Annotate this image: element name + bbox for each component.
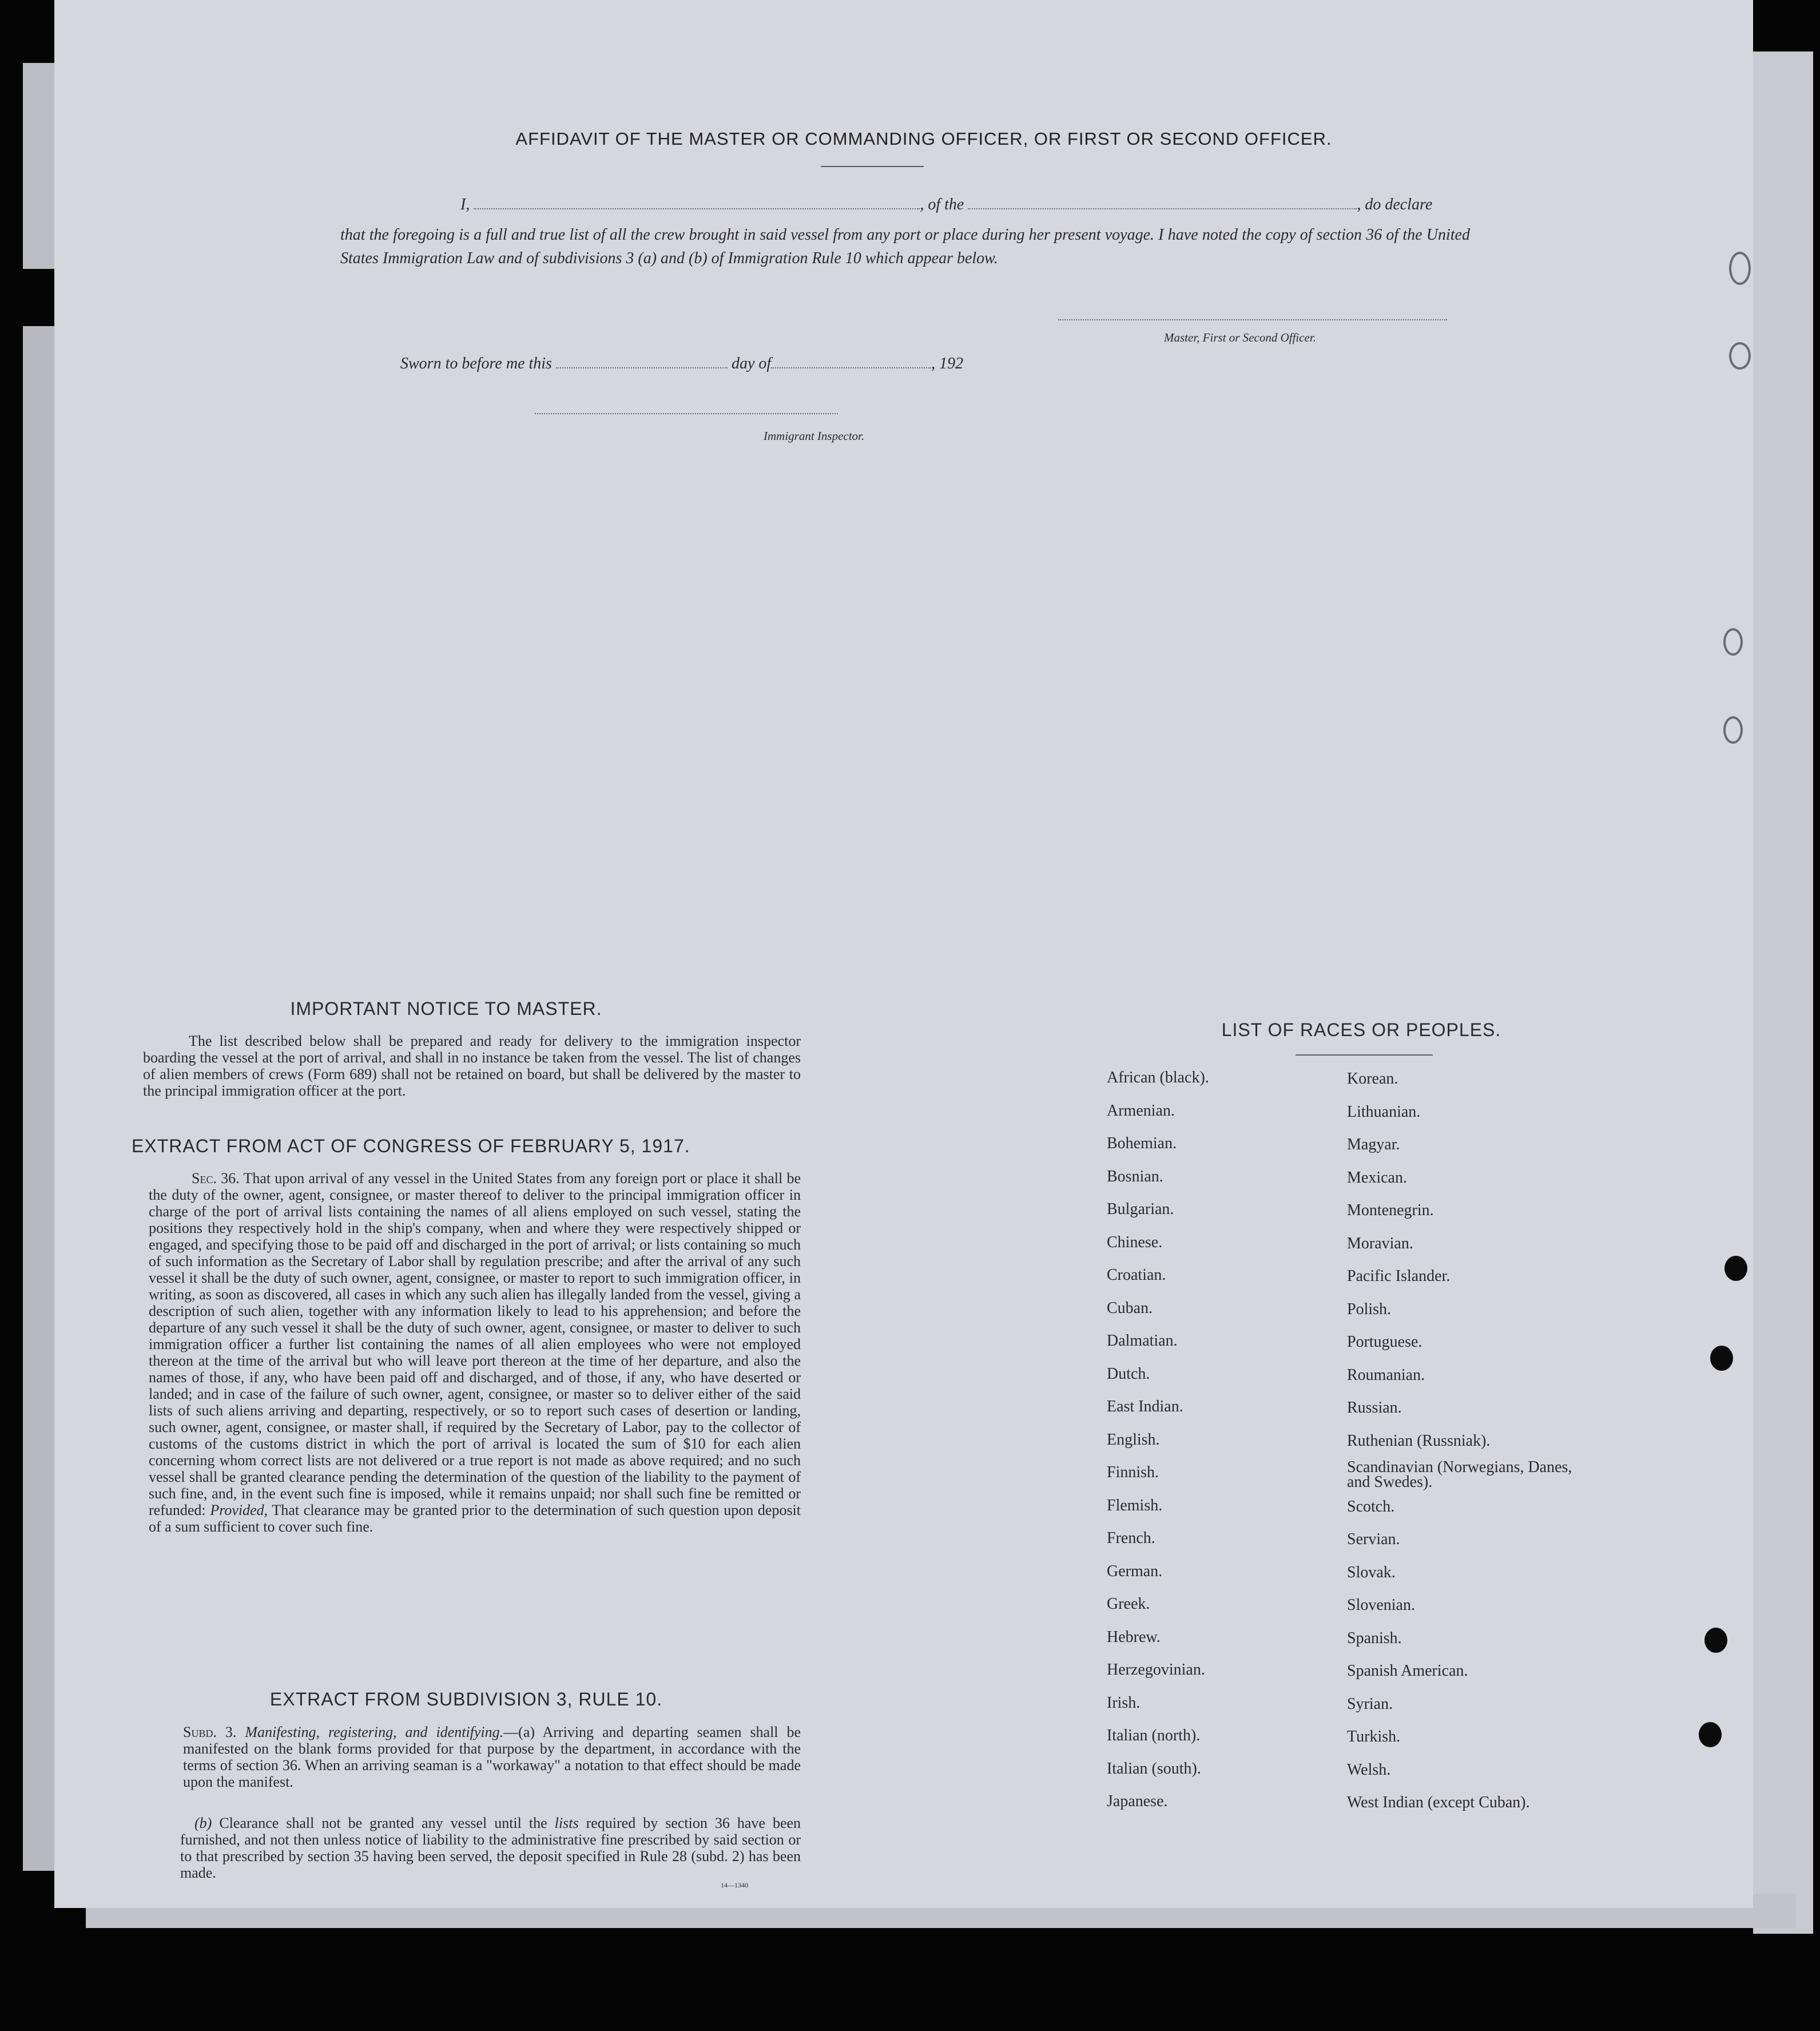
para-b-text1: Clearance shall not be granted any vessel until the [219,1815,547,1831]
race-item: Croatian. [1107,1266,1166,1284]
form-number: 14—1340 [721,1881,748,1889]
race-item: French. [1107,1529,1155,1547]
left-edge-strip [23,63,54,269]
binder-ring [1729,342,1751,370]
race-item: Italian (south). [1107,1759,1201,1778]
race-item: Bohemian. [1107,1134,1177,1152]
race-item: German. [1107,1562,1163,1580]
race-item: East Indian. [1107,1398,1183,1415]
affidavit-title-rule [821,166,924,167]
signature-line[interactable] [1058,319,1447,320]
races-title: LIST OF RACES OR PEOPLES. [1221,1020,1501,1040]
para-b-label: (b) [194,1815,212,1831]
affidavit-title: AFFIDAVIT OF THE MASTER OR COMMANDING OFFICER, OR FIRST OR SECOND OFFICER. [515,129,1332,149]
underlying-sheet [1753,51,1813,1934]
race-item: Greek. [1107,1595,1150,1613]
binder-hole [1724,1256,1747,1281]
race-item: Bosnian. [1107,1167,1163,1185]
inspector-signature-line[interactable] [535,413,838,414]
race-item: Turkish. [1347,1728,1401,1746]
affidavit-of-the: , of the [920,196,964,213]
left-edge-strip [23,326,54,1871]
race-item: Slovak. [1347,1563,1396,1581]
provided-word: Provided, [210,1502,268,1518]
race-item: Scotch. [1347,1497,1395,1516]
sworn-year: , 192 [931,355,964,372]
race-item: Italian (north). [1107,1727,1201,1744]
race-item: English. [1107,1430,1160,1449]
extract-rule-para-a [183,1724,801,1790]
race-item: Irish. [1107,1693,1141,1712]
inspector-label: Immigrant Inspector. [764,429,865,443]
race-item: Armenian. [1107,1101,1175,1120]
para-b-text2: required by section 36 have been furnished, and not then unless notice of liability to the administrative fine prescribed by said section or to that prescribed by section 35 having been served, the deposit specified in Rule 28 (subd. 2) has been made. [180,1815,801,1881]
race-item: Lithuanian. [1347,1102,1421,1121]
race-item: Ruthenian (Russniak). [1347,1431,1491,1450]
race-item: Scandinavian (Norwegians, Danes, and Swedes). [1347,1458,1572,1491]
sworn-month-field[interactable] [771,367,931,368]
binder-hole [1710,1346,1733,1371]
race-item: Welsh. [1347,1760,1391,1779]
race-item: Mexican. [1347,1168,1407,1187]
race-item: Pacific Islander. [1347,1267,1451,1285]
affidavit-body: that the foregoing is a full and true list of all the crew brought in said vessel from any port or place during her present voyage. I have noted the copy of section 36 of the United States Immigration Law and of subdivisions 3 (a) and (b) of Immigration Rule 10 which appear below. [340,226,1470,267]
race-item: Polish. [1347,1300,1392,1318]
signature-label: Master, First or Second Officer. [1164,331,1316,344]
race-item: Portuguese. [1347,1333,1422,1351]
affidavit-declare: , do declare [1357,196,1433,213]
binder-hole [1699,1722,1722,1747]
race-item: African (black). [1107,1069,1209,1086]
notice-title: IMPORTANT NOTICE TO MASTER. [290,998,602,1019]
race-item: West Indian (except Cuban). [1347,1794,1530,1811]
binder-hole [1704,1628,1727,1653]
race-item: Finnish. [1107,1463,1159,1481]
vessel-name-field[interactable] [968,208,1357,209]
extract-act-body [149,1170,801,1535]
race-item: Chinese. [1107,1233,1163,1251]
races-title-rule [1296,1054,1433,1056]
extract-rule-title: EXTRACT FROM SUBDIVISION 3, RULE 10. [269,1689,663,1709]
sec-36-end: That clearance may be granted prior to the determination of such question upon deposit of a sum sufficient to cover such fine. [149,1502,801,1535]
para-b-lists: lists [554,1815,579,1831]
sworn-day-field[interactable] [556,367,728,368]
affidavit-i: I, [460,196,470,213]
race-item: Russian. [1347,1399,1402,1417]
race-item: Spanish. [1347,1629,1402,1647]
master-name-field[interactable] [474,208,920,209]
binder-ring [1723,628,1743,656]
sworn-prefix: Sworn to before me this [400,355,552,372]
race-item: Cuban. [1107,1299,1153,1317]
para-a-text: —(a) Arriving and departing seamen shall be manifested on the blank forms provided for that purpose by the department, in accordance with the terms of section 36. When an arriving seaman is a "workaway" a notation to that effect should be made upon the manifest. [183,1724,801,1790]
race-item: Magyar. [1347,1136,1400,1153]
race-item: Bulgarian. [1107,1200,1174,1218]
sworn-day-of: day of [731,355,772,372]
subd-label: Subd. 3. [183,1724,237,1740]
document-page [54,0,1753,1908]
notice-body: The list described below shall be prepared and ready for delivery to the immigration inspector boarding the vessel at the port of arrival, and shall in no instance be taken from the vessel. The list of changes of alien members of crews (Form 689) shall not be retained on board, but shall be delivered by the master to the principal immigration officer at the port. [143,1033,801,1099]
race-item: Slovenian. [1347,1596,1415,1614]
affidavit-line1 [398,196,1473,214]
sec-label: Sec. 36. [192,1170,240,1187]
race-item: Moravian. [1347,1234,1413,1252]
race-item: Herzegovinian. [1107,1661,1205,1679]
race-item: Korean. [1347,1070,1398,1088]
race-item: Spanish American. [1347,1662,1468,1680]
subd-heading: Manifesting, registering, and identifying. [245,1724,504,1740]
binder-ring [1723,716,1743,744]
extract-act-title: EXTRACT FROM ACT OF CONGRESS OF FEBRUARY 5, 1917. [132,1136,690,1156]
race-item: Syrian. [1347,1695,1393,1713]
sec-36-text: That upon arrival of any vessel in the United States from any foreign port or place it shall be the duty of the owner, agent, consignee, or master thereof to deliver to the principal immigration officer in charge of the port of arrival lists containing the names of all aliens employed on such vessel, stating the positions they respectively hold in the ship's company, when and where they were respectively shipped or engaged, and specifying those to be paid off and discharged in the port of arrival; or lists containing so much of such information as the Secretary of Labor shall by regulation prescribe; and after the arrival of any such vessel it shall be the duty of such owner, agent, consignee, or master to report to such immigration officer, in writing, as soon as discovered, all cases in which any such alien has illegally landed from the vessel, giving a description of such alien, together with any information likely to lead to his apprehension; and before the departure of any such vessel it shall be the duty of such owner, agent, consignee, or master to deliver to such immigration officer a further list containing the names of all alien employees who were not employed thereon at the time of the arrival but who will leave port thereon at the time of her departure, and also the names of those, if any, who have been paid off and discharged, and of those, if any, who have deserted or landed; and in case of the failure of such owner, agent, consignee, or master so to deliver either of the said lists of such aliens arriving and departing, respectively, or so to report such cases of desertion or landing, such owner, agent, consignee, or master shall, if required by the Secretary of Labor, pay to the collector of customs of the customs district in which the port of arrival is located the sum of $10 for each alien concerning whom correct lists are not delivered or a true report is not made as above required; and no such vessel shall be granted clearance pending the determination of the question of the liability to the payment of such fine, and, in the event such fine is imposed, while it remains unpaid; nor shall such fine be remitted or refunded: [149,1170,801,1518]
binder-ring [1729,252,1751,285]
race-item: Japanese. [1107,1792,1168,1810]
race-item: Servian. [1347,1530,1400,1548]
race-item: Flemish. [1107,1496,1163,1514]
race-item: Dalmatian. [1107,1332,1178,1350]
race-item: Montenegrin. [1347,1201,1434,1219]
race-item: Roumanian. [1347,1366,1425,1384]
extract-rule-para-b [180,1815,801,1881]
sworn-line [400,355,963,373]
race-item: Dutch. [1107,1364,1150,1383]
race-item: Hebrew. [1107,1628,1161,1646]
